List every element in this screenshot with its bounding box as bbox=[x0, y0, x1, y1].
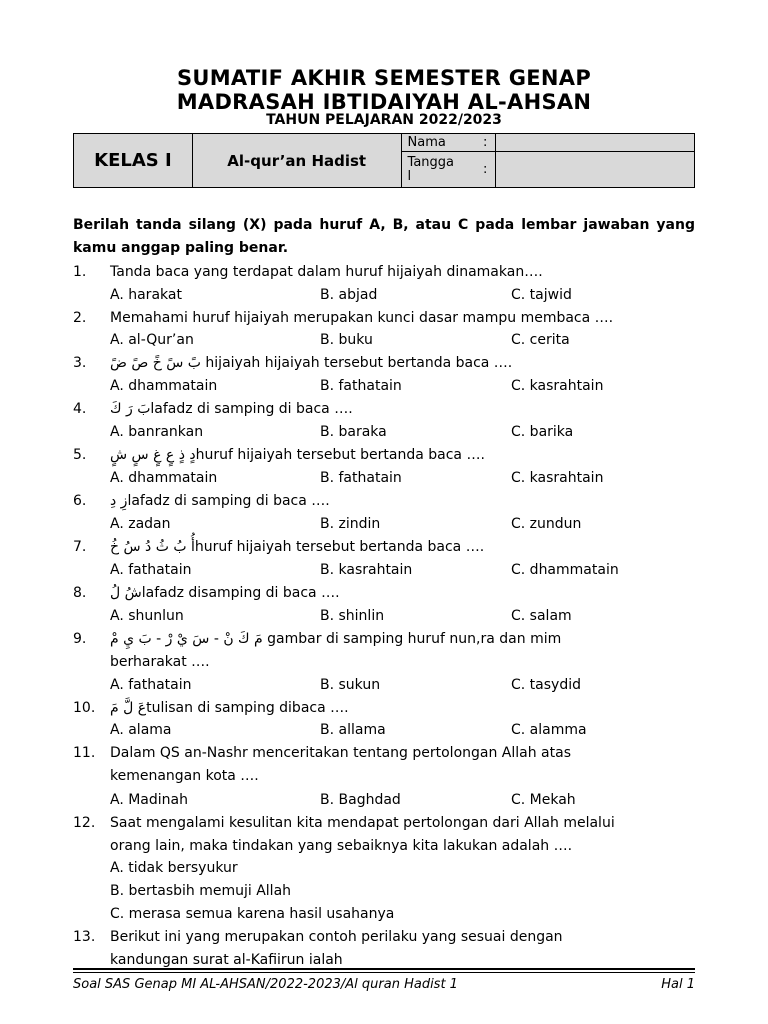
option-a[interactable]: A. banrankan bbox=[110, 424, 204, 440]
question-text-cont: kandungan surat al-Kafiirun ialah bbox=[110, 952, 343, 968]
footer-page-number: Hal 1 bbox=[661, 977, 695, 992]
option-a[interactable]: A. dhammatain bbox=[110, 378, 218, 394]
question-number: 9. bbox=[73, 631, 87, 647]
option-b[interactable]: B. zindin bbox=[320, 516, 381, 532]
footer-rule-thick bbox=[73, 968, 695, 970]
option-a[interactable]: A. alama bbox=[110, 722, 172, 738]
student-info-table bbox=[73, 133, 695, 188]
option-b[interactable]: B. baraka bbox=[320, 424, 387, 440]
date-colon: : bbox=[483, 161, 488, 177]
question-number: 2. bbox=[73, 310, 87, 326]
option-c[interactable]: C. barika bbox=[511, 424, 574, 440]
question-number: 3. bbox=[73, 355, 87, 371]
question-text-cont: kemenangan kota …. bbox=[110, 768, 259, 784]
question-number: 11. bbox=[73, 745, 96, 761]
class-label: KELAS I bbox=[74, 134, 193, 188]
question-number: 1. bbox=[73, 264, 87, 280]
date-label-line2: l bbox=[407, 169, 412, 184]
question-text: Saat mengalami kesulitan kita mendapat pertolongan dari Allah melalui bbox=[110, 815, 615, 831]
question-text: huruf hijaiyah tersebut bertanda baca …. bbox=[195, 447, 485, 463]
subject-label: Al-qur’an Hadist bbox=[192, 134, 401, 188]
question-number: 7. bbox=[73, 539, 87, 555]
question-number: 4. bbox=[73, 401, 87, 417]
name-colon: : bbox=[483, 134, 488, 150]
question-text: Berikut ini yang merupakan contoh perilaku yang sesuai dengan bbox=[110, 929, 563, 945]
question-text-line bbox=[110, 446, 485, 464]
arabic-text: أُ بُ ثُ دُ سُ خُ bbox=[110, 539, 195, 555]
arabic-text: زِ دِ bbox=[110, 493, 128, 509]
option-a[interactable]: A. fathatain bbox=[110, 562, 192, 578]
option-c[interactable]: C. tasydid bbox=[511, 677, 581, 693]
question-text: Tanda baca yang terdapat dalam huruf hijaiyah dinamakan…. bbox=[110, 264, 543, 280]
name-label: Nama bbox=[407, 134, 446, 150]
school-name: MADRASAH IBTIDAIYAH AL-AHSAN bbox=[176, 90, 592, 114]
question-text-cont: orang lain, maka tindakan yang sebaiknya kita lakukan adalah …. bbox=[110, 838, 573, 854]
question-text-line bbox=[110, 630, 561, 648]
question-text: gambar di samping huruf nun,ra dan mim bbox=[262, 631, 562, 647]
question-number: 6. bbox=[73, 493, 87, 509]
option-a[interactable]: A. Madinah bbox=[110, 792, 188, 808]
footer-rule-thin bbox=[73, 972, 695, 973]
option-c[interactable]: C. zundun bbox=[511, 516, 582, 532]
question-text: lafadz disamping di baca …. bbox=[141, 585, 340, 601]
option-a[interactable]: A. harakat bbox=[110, 287, 182, 303]
question-text-cont: berharakat …. bbox=[110, 654, 210, 670]
option-a[interactable]: A. zadan bbox=[110, 516, 171, 532]
option-b[interactable]: B. bertasbih memuji Allah bbox=[110, 883, 292, 899]
option-b[interactable]: B. abjad bbox=[320, 287, 378, 303]
option-b[interactable]: B. sukun bbox=[320, 677, 381, 693]
footer-doc-info: Soal SAS Genap MI AL-AHSAN/2022-2023/Al quran Hadist 1 bbox=[73, 977, 458, 992]
option-b[interactable]: B. fathatain bbox=[320, 378, 402, 394]
option-c[interactable]: C. merasa semua karena hasil usahanya bbox=[110, 906, 395, 922]
instruction-text: Berilah tanda silang (X) pada huruf A, B, atau C pada lembar jawaban yang kamu anggap paling benar. bbox=[73, 217, 695, 256]
option-b[interactable]: B. kasrahtain bbox=[320, 562, 413, 578]
date-label-line1: Tangga bbox=[407, 155, 454, 170]
question-number: 5. bbox=[73, 447, 87, 463]
option-a[interactable]: A. fathatain bbox=[110, 677, 192, 693]
date-field[interactable] bbox=[496, 152, 695, 188]
question-text: lafadz di samping di baca …. bbox=[127, 493, 330, 509]
question-text-line bbox=[110, 584, 340, 602]
arabic-text: بَ رَ كَ bbox=[110, 401, 151, 417]
arabic-text: عَ لَّ مَ bbox=[110, 700, 147, 716]
option-b[interactable]: B. buku bbox=[320, 332, 373, 348]
name-field[interactable] bbox=[496, 134, 695, 152]
option-b[interactable]: B. fathatain bbox=[320, 470, 402, 486]
option-b[interactable]: B. Baghdad bbox=[320, 792, 401, 808]
question-text: lafadz di samping di baca …. bbox=[150, 401, 353, 417]
arabic-text: شُ لُ bbox=[110, 585, 142, 601]
question-text-line bbox=[110, 354, 512, 372]
option-b[interactable]: B. allama bbox=[320, 722, 386, 738]
question-number: 13. bbox=[73, 929, 96, 945]
question-number: 12. bbox=[73, 815, 96, 831]
exam-title: SUMATIF AKHIR SEMESTER GENAP bbox=[176, 66, 592, 90]
option-c[interactable]: C. salam bbox=[511, 608, 572, 624]
option-a[interactable]: A. al-Qur’an bbox=[110, 332, 194, 348]
option-c[interactable]: C. alamma bbox=[511, 722, 587, 738]
question-text-line bbox=[110, 699, 349, 717]
question-text: tulisan di samping dibaca …. bbox=[146, 700, 349, 716]
academic-year: TAHUN PELAJARAN 2022/2023 bbox=[266, 112, 502, 128]
option-c[interactable]: C. kasrahtain bbox=[511, 378, 604, 394]
question-text-line bbox=[110, 538, 484, 556]
option-c[interactable]: C. tajwid bbox=[511, 287, 572, 303]
name-label-cell bbox=[401, 134, 496, 152]
option-a[interactable]: A. dhammatain bbox=[110, 470, 218, 486]
option-c[interactable]: C. cerita bbox=[511, 332, 570, 348]
option-c[interactable]: C. kasrahtain bbox=[511, 470, 604, 486]
option-a[interactable]: A. shunlun bbox=[110, 608, 184, 624]
question-text: huruf hijaiyah tersebut bertanda baca …. bbox=[194, 539, 485, 555]
arabic-text: مَ كَ نْ - سَ يْ رْ - بَ يِ مْ bbox=[110, 631, 263, 647]
date-label-cell bbox=[401, 152, 496, 188]
question-text: hijaiyah hijaiyah tersebut bertanda baca …. bbox=[200, 355, 513, 371]
option-b[interactable]: B. shinlin bbox=[320, 608, 385, 624]
option-a[interactable]: A. tidak bersyukur bbox=[110, 860, 238, 876]
arabic-text: دٍ ذٍ عٍ غٍ سٍ شٍ bbox=[110, 447, 196, 463]
question-number: 10. bbox=[73, 700, 96, 716]
option-c[interactable]: C. dhammatain bbox=[511, 562, 619, 578]
question-text-line bbox=[110, 492, 330, 510]
question-text: Dalam QS an-Nashr menceritakan tentang pertolongan Allah atas bbox=[110, 745, 571, 761]
question-number: 8. bbox=[73, 585, 87, 601]
arabic-text: بً سً خً صً ضً bbox=[110, 355, 201, 371]
option-c[interactable]: C. Mekah bbox=[511, 792, 576, 808]
question-text-line bbox=[110, 400, 353, 418]
question-text: Memahami huruf hijaiyah merupakan kunci dasar mampu membaca …. bbox=[110, 310, 614, 326]
